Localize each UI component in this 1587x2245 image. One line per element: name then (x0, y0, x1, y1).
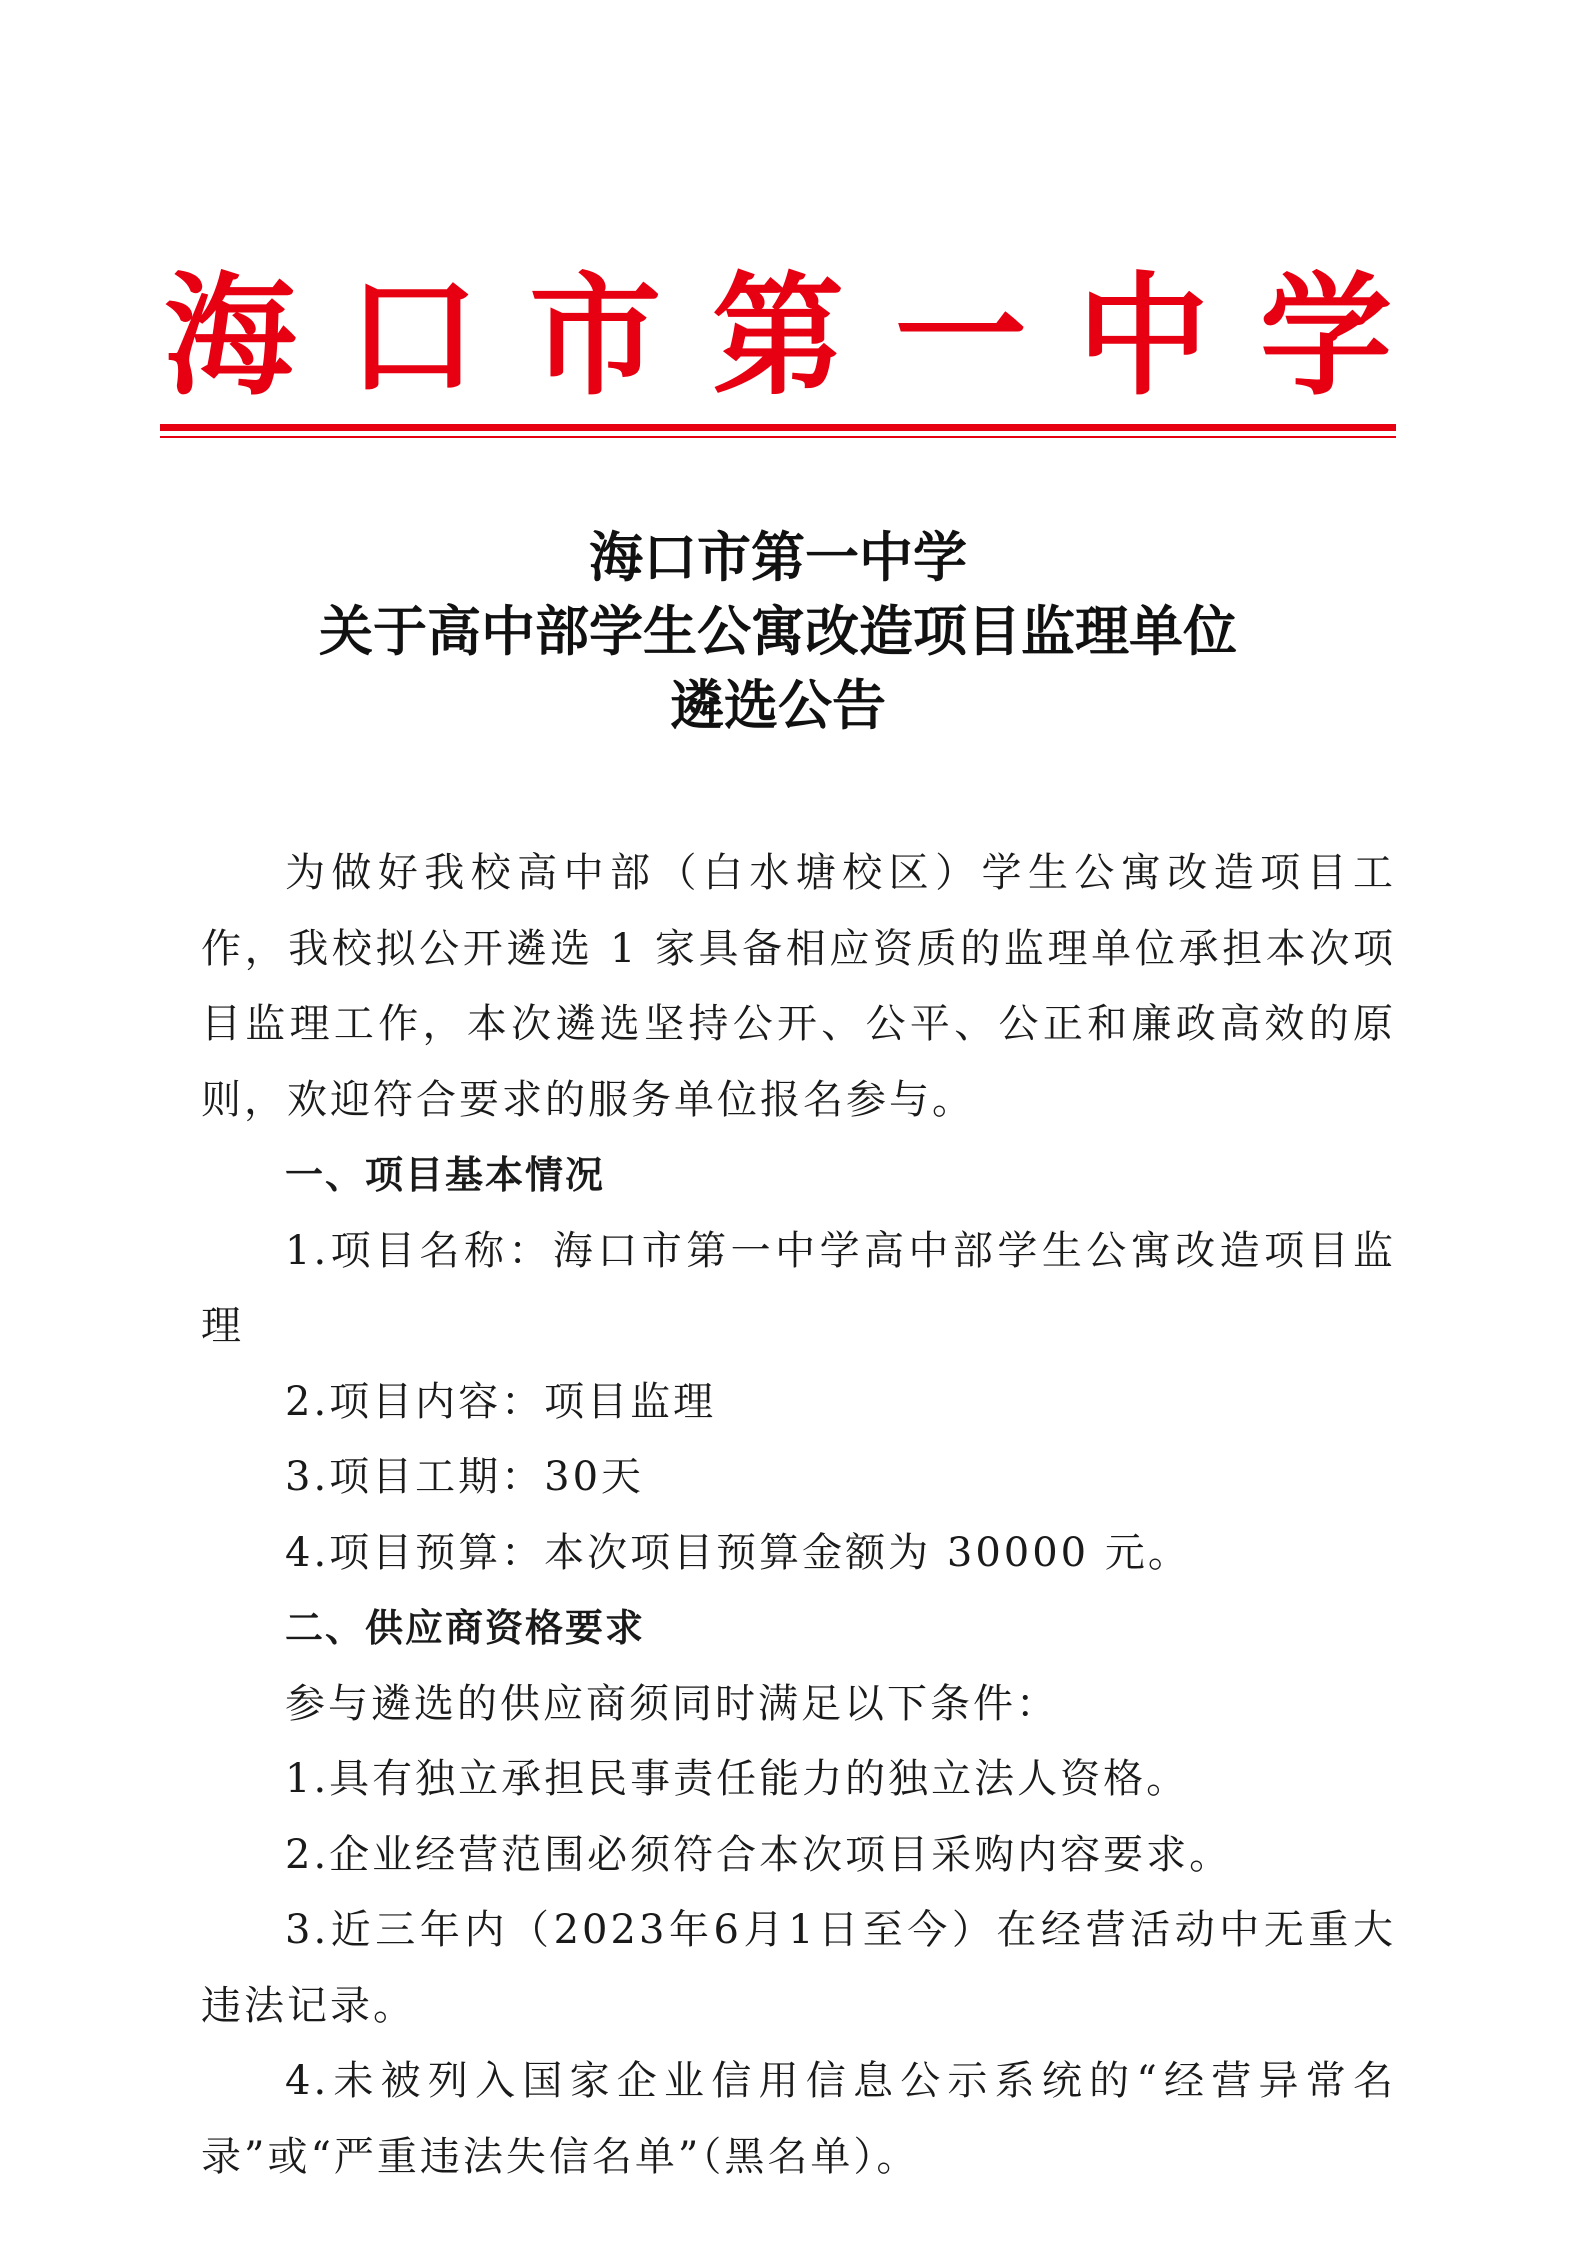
letterhead-char: 市 (529, 259, 662, 414)
letterhead-char: 海 (164, 259, 296, 414)
title-line-1: 海口市第一中学 (589, 525, 967, 589)
letterhead-rule-thin (160, 436, 1396, 438)
letterhead (160, 259, 1396, 414)
letterhead-char: 中 (1077, 259, 1210, 414)
intro-paragraph: 为做好我校高中部（白水塘校区）学生公寓改造项目工作，我校拟公开遴选 1 家具备相应资质的监理单位承担本次项目监理工作，本次遴选坚持公开、公平、公正和廉政高效的原则，欢迎符合要求的服务单位报名参与。 (201, 850, 1396, 1123)
list-item: 3.项目工期：30天 (285, 1454, 645, 1500)
list-item: 1.项目名称：海口市第一中学高中部学生公寓改造项目监理 (201, 1227, 1396, 1349)
title-line-3: 遴选公告 (670, 673, 886, 737)
letterhead-char: 学 (1259, 259, 1392, 414)
document-title (160, 520, 1396, 742)
title-line-2: 关于高中部学生公寓改造项目监理单位 (319, 599, 1237, 663)
list-item: 4.项目预算：本次项目预算金额为 30000 元。 (285, 1529, 1191, 1576)
letterhead-rule-thick (160, 424, 1396, 431)
list-item: 1.具有独立承担民事责任能力的独立法人资格。 (285, 1756, 1190, 1802)
letterhead-char: 一 (894, 259, 1027, 414)
letterhead-char: 第 (711, 259, 844, 414)
list-item: 4.未被列入国家企业信用信息公示系统的“经营异常名录”或“严重违法失信名单”（黑名单）。 (201, 2058, 1396, 2180)
section-lead: 参与遴选的供应商须同时满足以下条件： (285, 1680, 1059, 1727)
letterhead-char: 口 (346, 259, 479, 414)
list-item: 3.近三年内（2023年6月1日至今）在经营活动中无重大违法记录。 (201, 1907, 1396, 2029)
list-item: 2.企业经营范围必须符合本次项目采购内容要求。 (285, 1831, 1233, 1878)
section-heading-1: 一、项目基本情况 (285, 1153, 606, 1197)
list-item: 2.项目内容：项目监理 (285, 1378, 717, 1425)
document-body (201, 836, 1396, 2195)
section-heading-2: 二、供应商资格要求 (285, 1606, 646, 1650)
